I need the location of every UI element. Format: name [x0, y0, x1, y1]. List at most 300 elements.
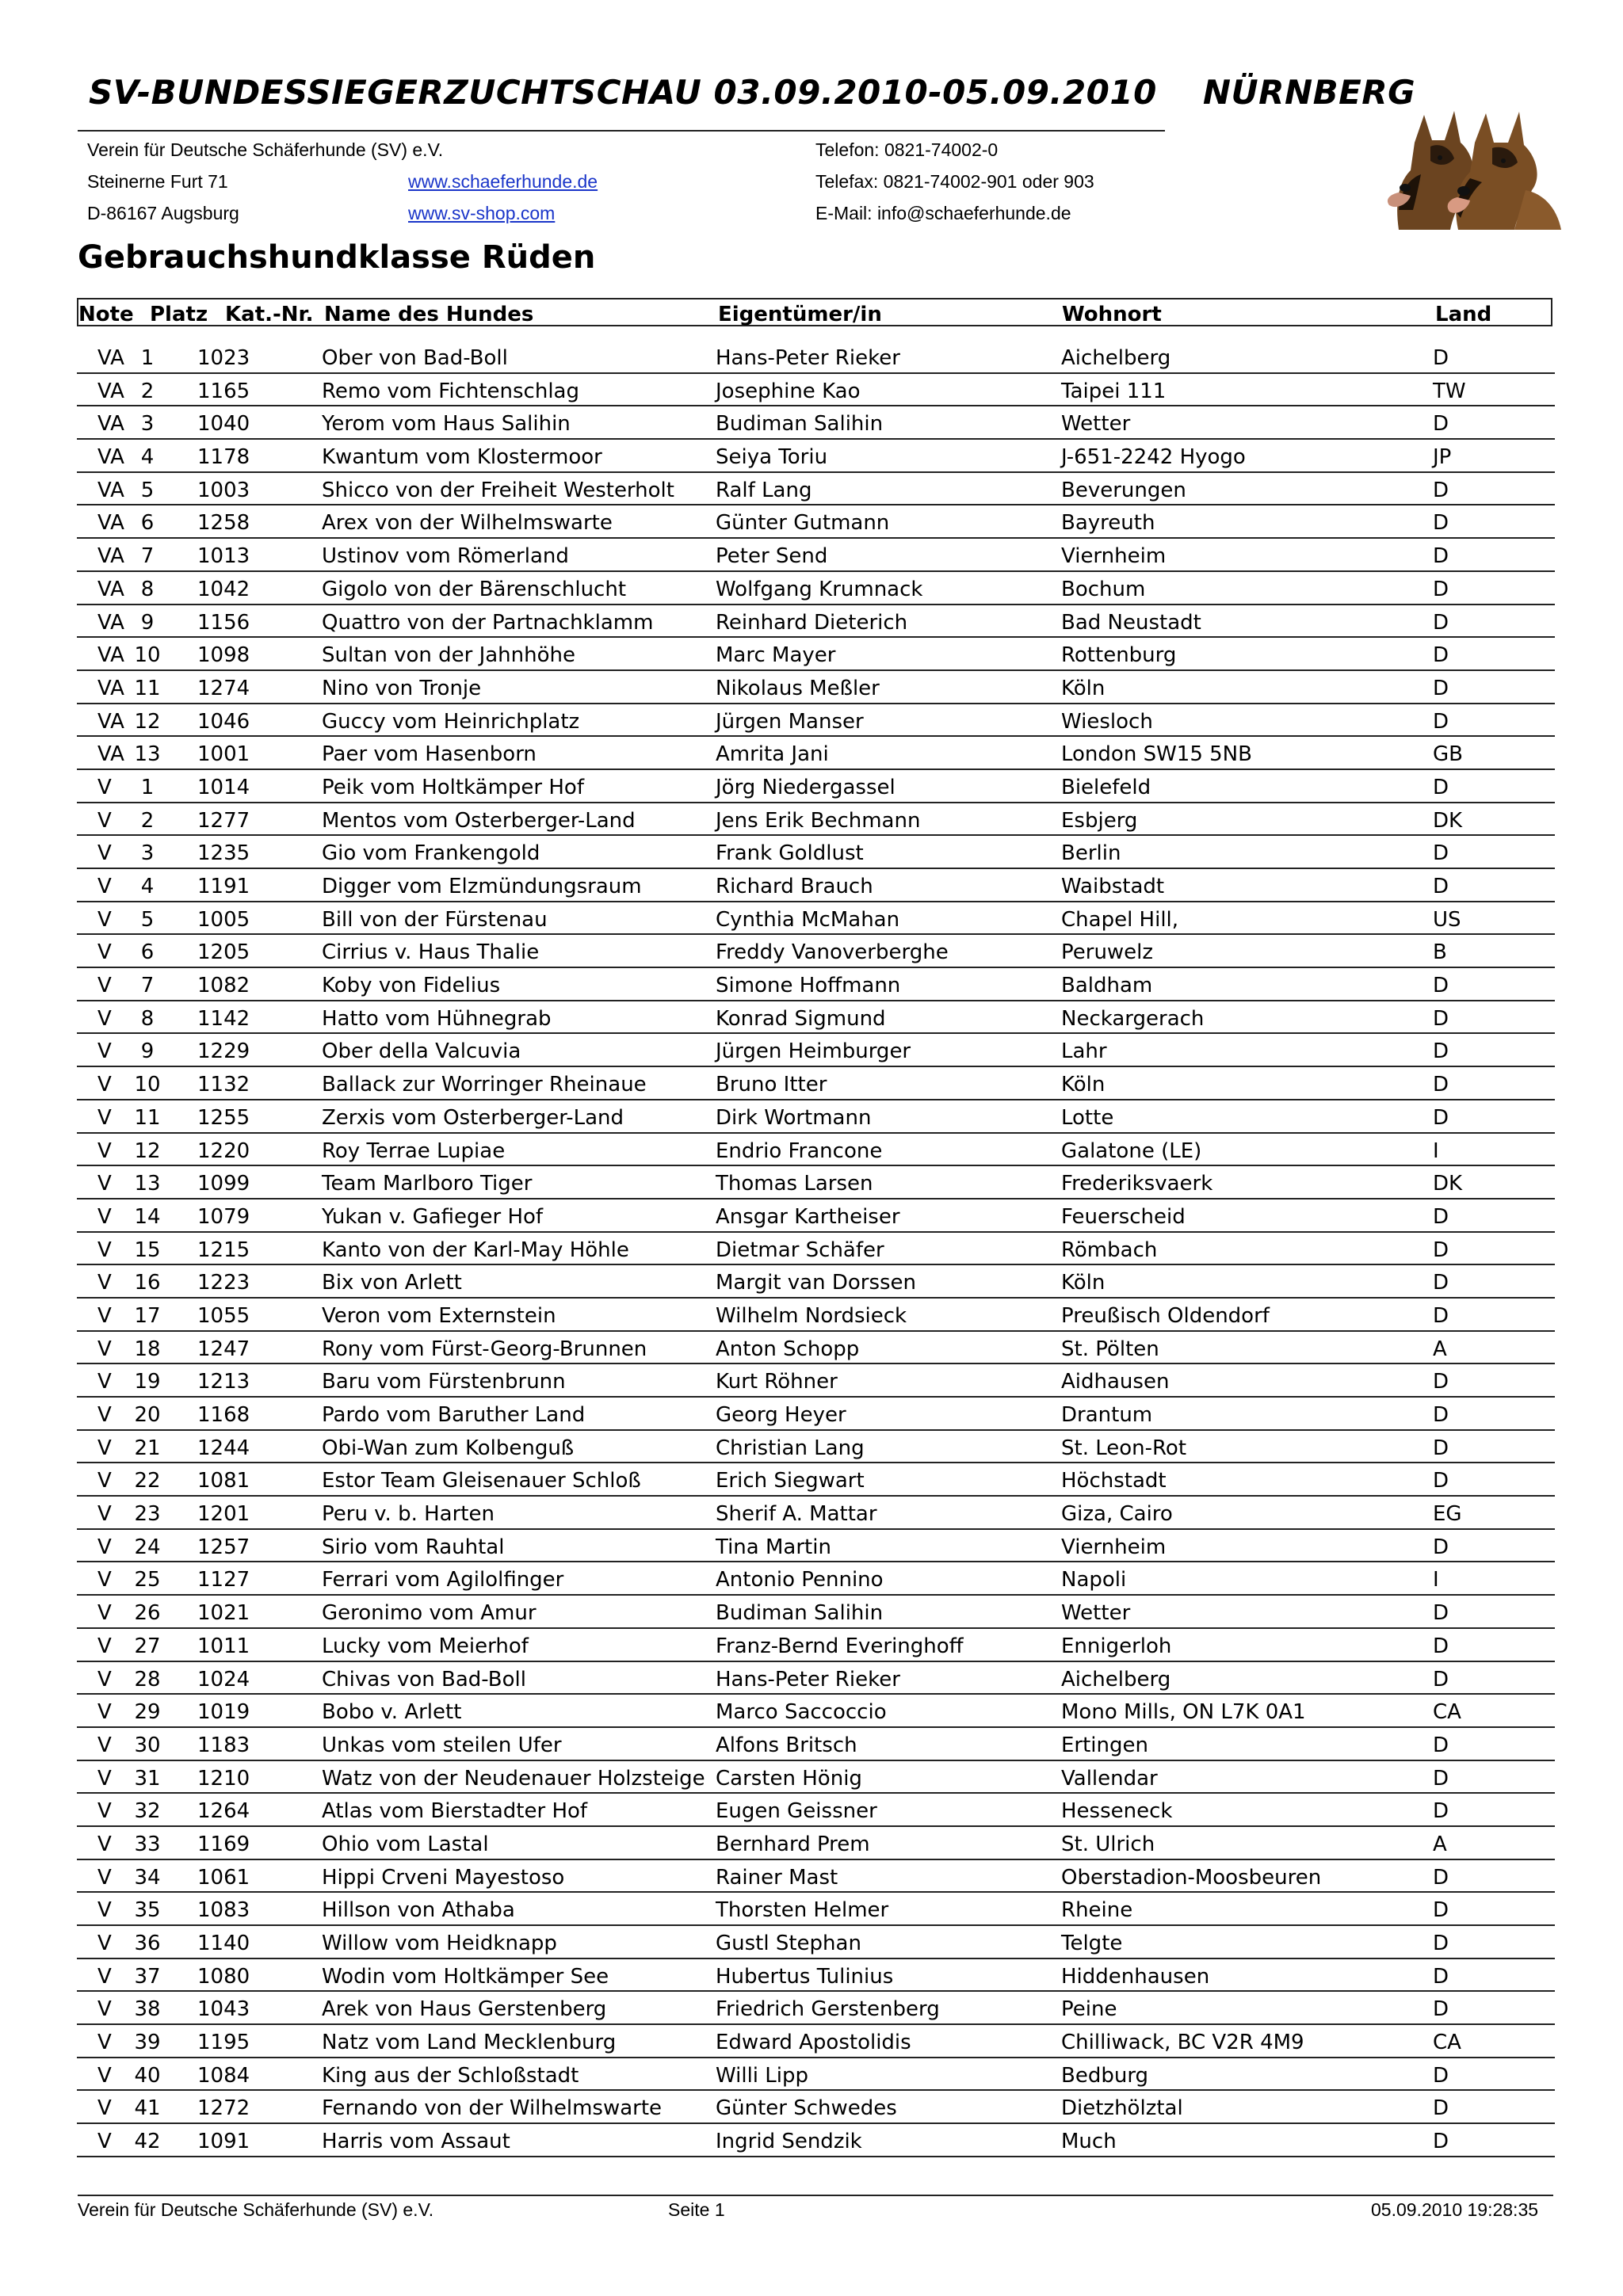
- table-row: [77, 1860, 1555, 1894]
- cell-kat-nr: 1082: [197, 974, 250, 998]
- table-row: [77, 440, 1555, 473]
- cell-kat-nr: 1021: [197, 1601, 250, 1626]
- footer-org: Verein für Deutsche Schäferhunde (SV) e.V.: [78, 2199, 434, 2220]
- cell-dog-name: Watz von der Neudenauer Holzsteige: [322, 1766, 705, 1791]
- cell-wohnort: Wetter: [1061, 1601, 1131, 1626]
- cell-dog-name: Harris vom Assaut: [322, 2130, 510, 2154]
- cell-platz: 2: [140, 808, 155, 833]
- cell-platz: 6: [140, 940, 155, 965]
- cell-platz: 10: [134, 643, 161, 668]
- cell-platz: 20: [134, 1403, 161, 1427]
- cell-note: V: [97, 2096, 112, 2121]
- table-row: [77, 1761, 1555, 1794]
- table-row: [77, 1926, 1555, 1959]
- table-row: [77, 1497, 1555, 1530]
- cell-owner: Josephine Kao: [716, 379, 861, 403]
- email-address: E-Mail: info@schaeferhunde.de: [815, 203, 1071, 223]
- cell-owner: Carsten Hönig: [716, 1766, 862, 1791]
- cell-land: D: [1433, 841, 1449, 866]
- cell-wohnort: Ertingen: [1061, 1733, 1148, 1757]
- cell-dog-name: King aus der Schloßstadt: [322, 2063, 579, 2088]
- results-table-body: [77, 341, 1555, 2157]
- cell-land: US: [1433, 907, 1461, 932]
- cell-note: V: [97, 1138, 112, 1163]
- cell-wohnort: Beverungen: [1061, 478, 1186, 502]
- cell-kat-nr: 1079: [197, 1204, 250, 1229]
- cell-platz: 40: [134, 2063, 161, 2088]
- cell-note: VA: [97, 478, 124, 502]
- table-row: [77, 1992, 1555, 2025]
- cell-land: D: [1433, 412, 1449, 437]
- cell-dog-name: Fernando von der Wilhelmswarte: [322, 2096, 663, 2121]
- table-row: [77, 2091, 1555, 2124]
- cell-kat-nr: 1140: [197, 1932, 250, 1955]
- shop-link[interactable]: www.sv-shop.com: [408, 203, 556, 223]
- cell-kat-nr: 1165: [197, 379, 250, 403]
- cell-dog-name: Ohio vom Lastal: [322, 1832, 489, 1856]
- table-row: [77, 1629, 1555, 1662]
- cell-land: D: [1433, 1865, 1449, 1890]
- col-owner: Eigentümer/in: [718, 303, 882, 326]
- table-row: [77, 1398, 1555, 1431]
- cell-land: D: [1433, 1898, 1449, 1923]
- cell-dog-name: Pardo vom Baruther Land: [322, 1403, 586, 1427]
- cell-dog-name: Chivas von Bad-Boll: [322, 1667, 526, 1691]
- cell-note: VA: [97, 709, 124, 734]
- cell-kat-nr: 1183: [197, 1733, 250, 1757]
- cell-owner: Günter Gutmann: [716, 511, 890, 536]
- cell-land: D: [1433, 1006, 1449, 1031]
- table-row: [77, 1332, 1555, 1365]
- cell-owner: Hans-Peter Rieker: [716, 346, 900, 370]
- cell-wohnort: Berlin: [1061, 841, 1121, 866]
- cell-dog-name: Obi-Wan zum Kolbenguß: [322, 1436, 575, 1460]
- cell-platz: 6: [140, 511, 155, 536]
- cell-land: D: [1433, 2063, 1449, 2088]
- cell-wohnort: Bayreuth: [1061, 511, 1155, 536]
- cell-wohnort: Mono Mills, ON L7K 0A1: [1061, 1700, 1306, 1725]
- cell-land: D: [1433, 610, 1449, 635]
- cell-dog-name: Bill von der Fürstenau: [322, 907, 548, 932]
- german-shepherd-logo-icon: [1375, 99, 1561, 230]
- cell-dog-name: Team Marlboro Tiger: [322, 1172, 533, 1196]
- cell-dog-name: Ustinov vom Römerland: [322, 544, 569, 569]
- table-row: [77, 1364, 1555, 1398]
- cell-owner: Rainer Mast: [716, 1865, 838, 1890]
- cell-owner: Antonio Pennino: [716, 1568, 884, 1592]
- cell-wohnort: Dietzhölztal: [1061, 2096, 1183, 2121]
- cell-platz: 19: [134, 1370, 161, 1394]
- cell-platz: 23: [134, 1502, 161, 1527]
- cell-kat-nr: 1024: [197, 1667, 250, 1691]
- cell-dog-name: Quattro von der Partnachklamm: [322, 610, 654, 635]
- cell-note: V: [97, 1568, 112, 1592]
- cell-kat-nr: 1011: [197, 1634, 250, 1658]
- table-row: [77, 1034, 1555, 1067]
- cell-owner: Marc Mayer: [716, 643, 836, 668]
- cell-kat-nr: 1244: [197, 1436, 250, 1460]
- cell-platz: 42: [134, 2130, 161, 2154]
- cell-note: VA: [97, 445, 124, 470]
- cell-land: D: [1433, 1303, 1449, 1328]
- cell-wohnort: Höchstadt: [1061, 1469, 1167, 1493]
- table-row: [77, 406, 1555, 440]
- cell-kat-nr: 1061: [197, 1865, 250, 1890]
- cell-dog-name: Natz vom Land Mecklenburg: [322, 2031, 617, 2055]
- event-city: NÜRNBERG: [1202, 73, 1416, 112]
- cell-platz: 10: [134, 1073, 161, 1097]
- cell-note: V: [97, 1337, 112, 1361]
- cell-land: D: [1433, 1601, 1449, 1626]
- cell-wohnort: Ennigerloh: [1061, 1634, 1172, 1658]
- cell-kat-nr: 1169: [197, 1832, 250, 1856]
- cell-platz: 8: [140, 1006, 155, 1031]
- cell-dog-name: Kwantum vom Klostermoor: [322, 445, 602, 470]
- cell-kat-nr: 1083: [197, 1898, 250, 1923]
- cell-platz: 27: [134, 1634, 161, 1658]
- table-row: [77, 1431, 1555, 1464]
- table-row: [77, 1199, 1555, 1233]
- cell-kat-nr: 1201: [197, 1502, 250, 1527]
- cell-land: D: [1433, 709, 1449, 734]
- org-city: D-86167 Augsburg: [87, 203, 239, 223]
- cell-dog-name: Gigolo von der Bärenschlucht: [322, 577, 627, 601]
- cell-platz: 11: [134, 676, 161, 700]
- cell-land: D: [1433, 1997, 1449, 2022]
- cell-wohnort: Esbjerg: [1061, 808, 1138, 833]
- cell-owner: Bruno Itter: [716, 1073, 827, 1097]
- cell-dog-name: Cirrius v. Haus Thalie: [322, 940, 540, 965]
- cell-note: V: [97, 1436, 112, 1460]
- cell-platz: 9: [140, 610, 155, 635]
- cell-land: D: [1433, 1733, 1449, 1757]
- cell-dog-name: Yerom vom Haus Salihin: [322, 412, 571, 437]
- cell-note: VA: [97, 544, 124, 569]
- col-kat-nr: Kat.-Nr.: [225, 303, 314, 326]
- cell-kat-nr: 1168: [197, 1403, 250, 1427]
- cell-owner: Georg Heyer: [716, 1403, 846, 1427]
- cell-dog-name: Wodin vom Holtkämper See: [322, 1964, 609, 1989]
- cell-dog-name: Kanto von der Karl-May Höhle: [322, 1238, 629, 1262]
- table-row: [77, 2025, 1555, 2058]
- table-header: [77, 298, 1552, 326]
- cell-wohnort: Giza, Cairo: [1061, 1502, 1173, 1527]
- cell-platz: 29: [134, 1700, 161, 1725]
- cell-kat-nr: 1043: [197, 1997, 250, 2022]
- cell-dog-name: Roy Terrae Lupiae: [322, 1138, 506, 1163]
- cell-owner: Hubertus Tulinius: [716, 1964, 894, 1989]
- table-row: [77, 1827, 1555, 1860]
- table-row: [77, 1530, 1555, 1563]
- cell-dog-name: Willow vom Heidknapp: [322, 1932, 557, 1955]
- cell-owner: Wolfgang Krumnack: [716, 577, 923, 601]
- cell-platz: 9: [140, 1039, 155, 1064]
- table-row: [77, 473, 1555, 506]
- table-row: [77, 1134, 1555, 1167]
- cell-platz: 2: [140, 379, 155, 403]
- cell-note: V: [97, 1469, 112, 1493]
- table-row: [77, 836, 1555, 869]
- table-row: [77, 704, 1555, 738]
- cell-wohnort: Bedburg: [1061, 2063, 1149, 2088]
- cell-owner: Ingrid Sendzik: [716, 2130, 862, 2154]
- cell-wohnort: St. Pölten: [1061, 1337, 1159, 1361]
- table-row: [77, 1959, 1555, 1993]
- cell-platz: 11: [134, 1105, 161, 1130]
- cell-kat-nr: 1046: [197, 709, 250, 734]
- cell-kat-nr: 1229: [197, 1039, 250, 1064]
- cell-kat-nr: 1210: [197, 1766, 250, 1791]
- cell-owner: Marco Saccoccio: [716, 1700, 887, 1725]
- cell-note: VA: [97, 412, 124, 437]
- cell-land: A: [1433, 1337, 1447, 1361]
- cell-note: VA: [97, 610, 124, 635]
- cell-kat-nr: 1191: [197, 875, 250, 898]
- cell-kat-nr: 1264: [197, 1799, 250, 1824]
- cell-wohnort: Lahr: [1061, 1039, 1107, 1064]
- cell-platz: 30: [134, 1733, 161, 1757]
- cell-dog-name: Arex von der Wilhelmswarte: [322, 511, 613, 536]
- table-row: [77, 1596, 1555, 1629]
- cell-platz: 7: [140, 974, 155, 998]
- table-row: [77, 1794, 1555, 1827]
- cell-wohnort: Aichelberg: [1061, 1667, 1171, 1691]
- cell-owner: Reinhard Dieterich: [716, 610, 908, 635]
- cell-wohnort: Lotte: [1061, 1105, 1114, 1130]
- cell-dog-name: Zerxis vom Osterberger-Land: [322, 1105, 624, 1130]
- cell-dog-name: Guccy vom Heinrichplatz: [322, 709, 580, 734]
- cell-kat-nr: 1213: [197, 1370, 250, 1394]
- cell-kat-nr: 1205: [197, 940, 250, 965]
- table-row: [77, 341, 1555, 374]
- cell-land: D: [1433, 1271, 1449, 1295]
- cell-wohnort: Aichelberg: [1061, 346, 1171, 370]
- table-row: [77, 902, 1555, 936]
- cell-dog-name: Bix von Arlett: [322, 1271, 462, 1295]
- cell-dog-name: Baru vom Fürstenbrunn: [322, 1370, 566, 1394]
- cell-note: V: [97, 1105, 112, 1130]
- cell-wohnort: Bad Neustadt: [1061, 610, 1201, 635]
- cell-land: D: [1433, 775, 1449, 799]
- website-link[interactable]: www.schaeferhunde.de: [408, 171, 598, 192]
- cell-kat-nr: 1005: [197, 907, 250, 932]
- cell-land: D: [1433, 2130, 1449, 2154]
- cell-kat-nr: 1274: [197, 676, 250, 700]
- cell-owner: Konrad Sigmund: [716, 1006, 886, 1031]
- cell-platz: 28: [134, 1667, 161, 1691]
- cell-platz: 34: [134, 1865, 161, 1890]
- cell-kat-nr: 1042: [197, 577, 250, 601]
- cell-note: V: [97, 1700, 112, 1725]
- table-row: [77, 869, 1555, 902]
- cell-wohnort: Bochum: [1061, 577, 1146, 601]
- cell-owner: Tina Martin: [716, 1535, 831, 1559]
- cell-note: V: [97, 1832, 112, 1856]
- cell-kat-nr: 1272: [197, 2096, 250, 2121]
- cell-platz: 1: [140, 346, 155, 370]
- cell-owner: Jens Erik Bechmann: [716, 808, 921, 833]
- cell-owner: Seiya Toriu: [716, 445, 828, 470]
- table-row: [77, 539, 1555, 572]
- cell-platz: 1: [140, 775, 155, 799]
- cell-land: D: [1433, 1073, 1449, 1097]
- cell-owner: Franz-Bernd Everinghoff: [716, 1634, 964, 1658]
- cell-wohnort: Frederiksvaerk: [1061, 1172, 1213, 1196]
- cell-note: V: [97, 808, 112, 833]
- cell-dog-name: Koby von Fidelius: [322, 974, 501, 998]
- cell-note: V: [97, 1370, 112, 1394]
- cell-land: D: [1433, 1370, 1449, 1394]
- cell-kat-nr: 1195: [197, 2031, 250, 2055]
- org-street: Steinerne Furt 71: [87, 171, 228, 192]
- cell-wohnort: Köln: [1061, 676, 1106, 700]
- cell-land: D: [1433, 1667, 1449, 1691]
- table-row: [77, 1695, 1555, 1728]
- cell-kat-nr: 1013: [197, 544, 250, 569]
- cell-wohnort: Viernheim: [1061, 1535, 1167, 1559]
- cell-wohnort: Napoli: [1061, 1568, 1127, 1592]
- cell-wohnort: Vallendar: [1061, 1766, 1158, 1791]
- table-row: [77, 1463, 1555, 1497]
- cell-owner: Eugen Geissner: [716, 1799, 877, 1824]
- cell-owner: Friedrich Gerstenberg: [716, 1997, 940, 2022]
- cell-owner: Alfons Britsch: [716, 1733, 857, 1757]
- cell-owner: Freddy Vanoverberghe: [716, 940, 949, 965]
- cell-platz: 4: [140, 445, 155, 470]
- cell-land: D: [1433, 544, 1449, 569]
- cell-owner: Bernhard Prem: [716, 1832, 870, 1856]
- cell-note: V: [97, 1172, 112, 1196]
- cell-dog-name: Shicco von der Freiheit Westerholt: [322, 478, 674, 502]
- cell-wohnort: Chilliwack, BC V2R 4M9: [1061, 2031, 1304, 2055]
- table-row: [77, 935, 1555, 968]
- cell-owner: Ansgar Kartheiser: [716, 1204, 900, 1229]
- cell-land: B: [1433, 940, 1447, 965]
- cell-note: V: [97, 775, 112, 799]
- cell-land: CA: [1433, 2031, 1461, 2055]
- cell-platz: 18: [134, 1337, 161, 1361]
- cell-wohnort: Rottenburg: [1061, 643, 1177, 668]
- cell-dog-name: Gio vom Frankengold: [322, 841, 540, 866]
- cell-platz: 32: [134, 1799, 161, 1824]
- cell-note: V: [97, 1799, 112, 1824]
- cell-wohnort: Baldham: [1061, 974, 1153, 998]
- cell-owner: Jürgen Manser: [716, 709, 864, 734]
- cell-wohnort: St. Ulrich: [1061, 1832, 1155, 1856]
- cell-kat-nr: 1099: [197, 1172, 250, 1196]
- cell-kat-nr: 1091: [197, 2130, 250, 2154]
- cell-kat-nr: 1014: [197, 775, 250, 799]
- cell-dog-name: Sultan von der Jahnhöhe: [322, 643, 575, 668]
- cell-owner: Margit van Dorssen: [716, 1271, 917, 1295]
- cell-land: TW: [1433, 379, 1466, 403]
- cell-platz: 14: [134, 1204, 161, 1229]
- cell-dog-name: Mentos vom Osterberger-Land: [322, 808, 636, 833]
- cell-note: V: [97, 1997, 112, 2022]
- cell-owner: Willi Lipp: [716, 2063, 809, 2088]
- cell-land: D: [1433, 1634, 1449, 1658]
- cell-dog-name: Geronimo vom Amur: [322, 1601, 537, 1626]
- org-name: Verein für Deutsche Schäferhunde (SV) e.V.: [87, 139, 444, 160]
- cell-land: D: [1433, 1039, 1449, 1064]
- fax-number: Telefax: 0821-74002-901 oder 903: [815, 171, 1094, 192]
- cell-owner: Amrita Jani: [716, 742, 829, 767]
- cell-note: VA: [97, 346, 124, 370]
- cell-land: DK: [1433, 1172, 1463, 1196]
- table-row: [77, 1299, 1555, 1332]
- col-note: Note: [78, 303, 134, 326]
- cell-owner: Jürgen Heimburger: [716, 1039, 911, 1064]
- cell-land: D: [1433, 577, 1449, 601]
- table-row: [77, 1265, 1555, 1299]
- cell-kat-nr: 1258: [197, 511, 250, 536]
- cell-platz: 13: [134, 1172, 161, 1196]
- document-title: [89, 73, 1415, 112]
- cell-note: V: [97, 1667, 112, 1691]
- cell-dog-name: Nino von Tronje: [322, 676, 482, 700]
- cell-wohnort: Rheine: [1061, 1898, 1133, 1923]
- cell-land: D: [1433, 478, 1449, 502]
- cell-kat-nr: 1023: [197, 346, 250, 370]
- cell-platz: 13: [134, 742, 161, 767]
- cell-note: VA: [97, 676, 124, 700]
- table-row: [77, 1067, 1555, 1100]
- cell-dog-name: Veron vom Externstein: [322, 1303, 556, 1328]
- cell-owner: Christian Lang: [716, 1436, 865, 1460]
- website-link-container: [408, 171, 598, 193]
- cell-land: D: [1433, 1766, 1449, 1791]
- table-row: [77, 737, 1555, 770]
- cell-owner: Kurt Röhner: [716, 1370, 838, 1394]
- cell-land: D: [1433, 1204, 1449, 1229]
- cell-land: CA: [1433, 1700, 1461, 1725]
- cell-land: D: [1433, 974, 1449, 998]
- cell-dog-name: Rony vom Fürst-Georg-Brunnen: [322, 1337, 647, 1361]
- cell-land: D: [1433, 1403, 1449, 1427]
- cell-dog-name: Hillson von Athaba: [322, 1898, 515, 1923]
- cell-platz: 3: [140, 412, 155, 437]
- cell-owner: Gustl Stephan: [716, 1932, 861, 1955]
- cell-kat-nr: 1055: [197, 1303, 250, 1328]
- cell-land: D: [1433, 346, 1449, 370]
- cell-land: D: [1433, 2096, 1449, 2121]
- cell-note: V: [97, 2130, 112, 2154]
- cell-kat-nr: 1040: [197, 412, 250, 437]
- print-timestamp: 05.09.2010 19:28:35: [1371, 2199, 1539, 2220]
- cell-wohnort: Peruwelz: [1061, 940, 1154, 965]
- cell-kat-nr: 1003: [197, 478, 250, 502]
- cell-note: V: [97, 1006, 112, 1031]
- cell-dog-name: Hippi Crveni Mayestoso: [322, 1865, 565, 1890]
- cell-platz: 4: [140, 875, 155, 898]
- cell-kat-nr: 1156: [197, 610, 250, 635]
- cell-note: VA: [97, 379, 124, 403]
- cell-note: V: [97, 1733, 112, 1757]
- col-name: Name des Hundes: [324, 303, 534, 326]
- cell-dog-name: Ferrari vom Agilolfinger: [322, 1568, 564, 1592]
- cell-dog-name: Paer vom Hasenborn: [322, 742, 537, 767]
- cell-dog-name: Hatto vom Hühnegrab: [322, 1006, 552, 1031]
- col-land: Land: [1435, 303, 1492, 326]
- cell-dog-name: Sirio vom Rauhtal: [322, 1535, 505, 1559]
- table-row: [77, 1893, 1555, 1926]
- cell-owner: Dietmar Schäfer: [716, 1238, 884, 1262]
- cell-land: D: [1433, 1238, 1449, 1262]
- cell-wohnort: Waibstadt: [1061, 875, 1165, 898]
- cell-platz: 39: [134, 2031, 161, 2055]
- cell-owner: Hans-Peter Rieker: [716, 1667, 900, 1691]
- cell-platz: 35: [134, 1898, 161, 1923]
